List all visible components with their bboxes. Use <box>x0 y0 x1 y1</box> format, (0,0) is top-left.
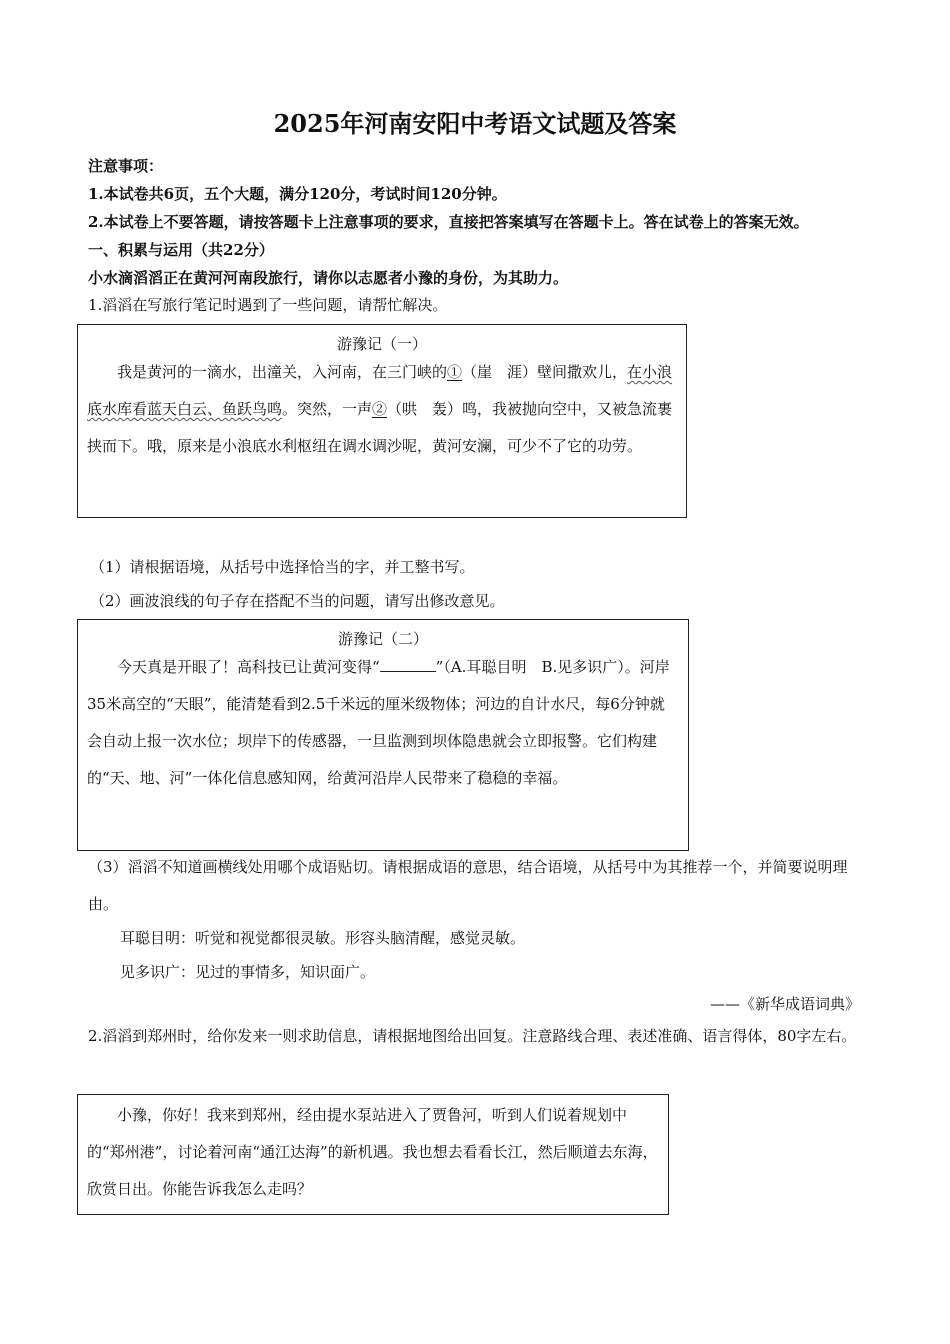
box-2-title: 游豫记（二） <box>337 630 428 648</box>
page-title: 2025年河南安阳中考语文试题及答案 <box>273 109 677 138</box>
idiom-definition-1: 耳聪目明：听觉和视觉都很灵敏。形容头脑清醒，感觉灵敏。 <box>120 929 526 947</box>
box-2-paragraph <box>78 649 688 797</box>
box-1-text-c: 。突然，一声 <box>282 400 373 418</box>
blank-marker-1: ① <box>447 363 463 381</box>
fill-blank-line <box>380 657 436 672</box>
idiom-definition-2: 见多识广：见过的事情多，知识面广。 <box>120 963 376 981</box>
box-1-text-a: 我是黄河的一滴水，出潼关，入河南，在三门峡的 <box>117 363 448 381</box>
notes-item-2: 2.本试卷上不要答题，请按答题卡上注意事项的要求，直接把答案填写在答题卡上。答在试卷上的答案无效。 <box>88 213 809 231</box>
box-2-text-b: ”（A.耳聪目明 B.见多识广）。河岸35米高空的“天眼”，能清楚看到2.5千米远的厘米级物体；河边的自计水尺，每6分钟就会自动上报一次水位；坝岸下的传感器，一旦监测到坝体隐患就会立即报警。它们构建的“天、地、河”一体化信息感知网，给黄河沿岸人民带来了稳稳的幸福。 <box>87 658 670 787</box>
section-heading: 一、积累与运用（共22分） <box>88 241 274 259</box>
blank-marker-2: ② <box>372 400 388 418</box>
travel-note-box-2 <box>77 619 689 851</box>
wavy-underlined-sentence: 在小浪底水库看蓝天白云、鱼跃鸟鸣 <box>87 363 673 418</box>
notes-heading: 注意事项： <box>88 157 164 175</box>
box-1-text-b: （崖 涯）壁间撒欢儿， <box>462 363 628 381</box>
question-1-stem: 1.滔滔在写旅行笔记时遇到了一些问题，请帮忙解决。 <box>88 296 448 314</box>
sub-question-1: （1）请根据语境，从括号中选择恰当的字，并工整书写。 <box>90 558 475 576</box>
sub-question-3: （3）滔滔不知道画横线处用哪个成语贴切。请根据成语的意思，结合语境，从括号中为其推荐一个，并简要说明理由。 <box>88 858 848 913</box>
box-1-title: 游豫记（一） <box>336 335 427 353</box>
question-2-stem: 2.滔滔到郑州时，给你发来一则求助信息，请根据地图给出回复。注意路线合理、表述准确、语言得体，80字左右。 <box>88 1027 857 1045</box>
dictionary-source: ——《新华成语词典》 <box>709 995 860 1013</box>
help-message-box <box>77 1094 669 1215</box>
notes-item-1: 1.本试卷共6页，五个大题，满分120分，考试时间120分钟。 <box>88 185 507 203</box>
travel-note-box-1 <box>77 324 687 518</box>
box-2-text-a: 今天真是开眼了！高科技已让黄河变得“ <box>117 658 380 676</box>
help-message-text: 小豫，你好！我来到郑州，经由提水泵站进入了贾鲁河，听到人们说着规划中的“郑州港”，讨论着河南“通江达海”的新机遇。我也想去看看长江，然后顺道去东海，欣赏日出。你能告诉我怎么走吗？ <box>87 1106 658 1198</box>
section-intro: 小水滴滔滔正在黄河河南段旅行，请你以志愿者小豫的身份，为其助力。 <box>88 269 569 287</box>
box-1-text-d: （哄 轰）鸣，我被抛向空中，又被急流裹挟而下。哦，原来是小浪底水利枢纽在调水调沙呢，黄河安澜，可少不了它的功劳。 <box>87 400 673 455</box>
box-1-paragraph <box>78 354 686 465</box>
sub-question-2: （2）画波浪线的句子存在搭配不当的问题，请写出修改意见。 <box>90 592 505 610</box>
